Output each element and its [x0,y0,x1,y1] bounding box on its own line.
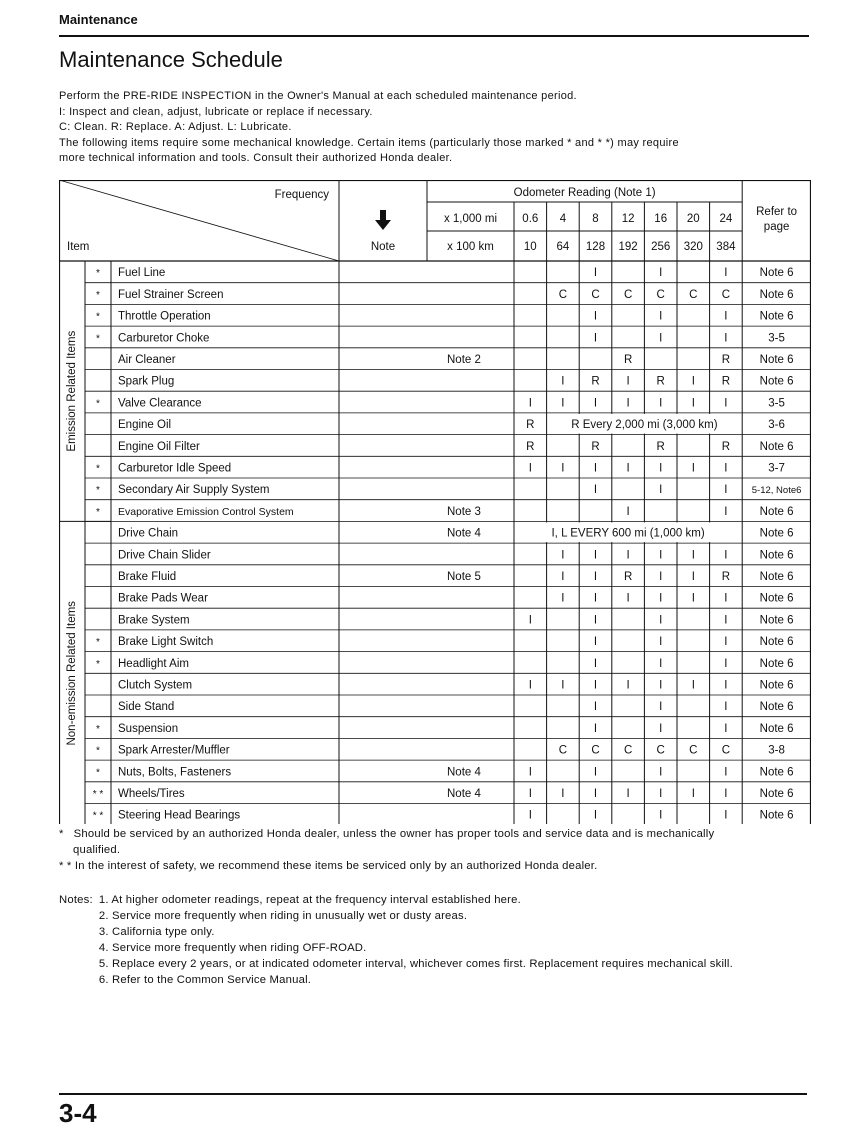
row-item-label: Nuts, Bolts, Fasteners [118,766,232,779]
row-note: Note 4 [447,766,481,779]
row-span-text: I, L EVERY 600 mi (1,000 km) [551,527,705,540]
row-cell-value: I [593,766,598,779]
row-item-label: Throttle Operation [118,310,211,323]
row-cell-value: I [593,809,598,822]
down-arrow-icon [375,210,391,230]
row-cell-value: I [593,484,598,497]
note-item: 1. At higher odometer readings, repeat at the frequency interval established here. [98,894,521,906]
row-cell-value: C [558,288,568,301]
row-cell-value: I [724,267,728,280]
row-cell-value: I [593,679,598,692]
row-note: Note 2 [447,353,481,366]
row-span-text: R Every 2,000 mi (3,000 km) [571,419,718,432]
row-cell-value: C [623,744,633,757]
row-item-label: Fuel Strainer Screen [118,288,224,301]
interval-mi-label: 4 [559,213,567,225]
row-cell-value: I [626,679,630,692]
row-refer-page: Note 6 [759,375,794,388]
row-mark: * [96,463,100,475]
row-cell-value: I [528,679,532,692]
row-mark: * [96,723,100,735]
interval-mi-label: 12 [621,213,635,225]
row-cell-value: C [623,288,633,301]
row-item-label: Carburetor Idle Speed [118,462,232,475]
row-cell-value: C [689,744,698,757]
row-cell-value: C [721,288,731,301]
intro-line: I: Inspect and clean, adjust, lubricate or replace if necessary. [59,105,373,118]
row-refer-page: Note 6 [759,614,794,627]
row-cell-value: C [689,288,698,301]
interval-km-label: 10 [523,241,537,253]
footnote-double-text: In the interest of safety, we recommend these items be serviced only by an authorized Honda dealer. [74,860,598,872]
odometer-label: Odometer Reading (Note 1) [513,187,656,199]
row-cell-value: I [561,397,565,410]
row-cell-value: I [561,549,565,562]
row-refer-page: Note 6 [759,353,794,366]
row-cell-value: I [659,787,663,800]
row-cell-value: I [528,787,532,800]
interval-km-label: 64 [556,241,570,253]
row-cell-value: I [724,505,728,518]
row-cell-value: I [593,722,598,735]
row-cell-value: I [659,766,663,779]
row-refer-page: 3-5 [768,332,785,345]
row-cell-value: I [724,766,728,779]
row-cell-value: I [659,614,663,627]
row-cell-value: C [591,744,600,757]
row-cell-value: I [659,267,663,280]
row-cell-value: I [593,614,598,627]
interval-km-label: 192 [618,241,638,253]
row-cell-value: I [724,657,728,670]
row-cell-value: I [593,701,598,714]
row-cell-value: I [626,787,630,800]
row-cell-value: C [721,744,731,757]
row-cell-value: I [724,310,728,323]
row-cell-value: I [724,701,728,714]
interval-km-label: 384 [716,241,736,253]
row-item-label: Engine Oil [118,419,172,432]
row-cell-value: I [593,657,598,670]
row-mark: * [96,289,100,301]
row-mark: * [96,268,100,280]
refer-label: page [763,221,790,233]
row-refer-page: Note 6 [759,549,794,562]
row-refer-page: Note 6 [759,310,794,323]
frequency-label: Frequency [274,189,329,201]
row-item-label: Carburetor Choke [118,332,210,345]
row-refer-page: Note 6 [759,288,794,301]
row-cell-value: C [558,744,568,757]
page-title: Maintenance Schedule [59,47,283,72]
row-cell-value: C [656,744,665,757]
row-cell-value: I [691,549,695,562]
row-item-label: Air Cleaner [118,353,176,366]
row-cell-value: I [724,636,728,649]
row-cell-value: I [724,679,728,692]
row-cell-value: R [721,440,731,453]
row-refer-page: Note 6 [759,267,794,280]
row-mark: * [96,658,100,670]
row-item-label: Valve Clearance [118,397,202,410]
row-cell-value: I [528,614,532,627]
row-cell-value: I [659,332,663,345]
row-cell-value: I [691,787,695,800]
row-cell-value: R [623,353,633,366]
row-cell-value: I [724,462,728,475]
refer-label: Refer to [756,206,798,218]
intro-line: Perform the PRE-RIDE INSPECTION in the Owner's Manual at each scheduled maintenance period. [59,90,577,102]
row-cell-value: I [724,592,728,605]
notes-label: Notes: [59,894,93,906]
row-refer-page: Note 6 [759,636,794,649]
row-cell-value: I [593,310,598,323]
row-refer-page: Note 6 [759,766,794,779]
row-refer-page: Note 6 [759,787,794,800]
intro-line: The following items require some mechanical knowledge. Certain items (particularly those marked * and * *) may require [59,136,679,149]
group-label-non-emission: Non-emission Related Items [66,601,79,746]
row-cell-value: I [724,787,728,800]
row-note: Note 3 [447,505,481,518]
row-cell-value: I [593,332,598,345]
row-item-label: Brake Pads Wear [118,592,208,605]
row-cell-value: I [691,570,695,583]
notes-block [59,892,733,988]
row-item-label: Brake Fluid [118,570,177,583]
row-cell-value: R [721,353,731,366]
row-item-label: Clutch System [118,679,193,692]
row-cell-value: I [528,397,532,410]
footnotes [59,826,819,874]
row-refer-page: Note 6 [759,722,794,735]
interval-km-label: 256 [651,241,671,253]
row-item-label: Brake System [118,614,190,627]
maintenance-schedule-table [59,180,811,824]
row-cell-value: I [691,397,695,410]
row-item-label: Drive Chain Slider [118,549,211,562]
row-mark: * [96,333,100,345]
row-cell-value: I [561,679,565,692]
row-item-label: Wheels/Tires [118,787,185,800]
row-item-label: Headlight Aim [118,657,189,670]
footnote-single-text: Should be serviced by an authorized Honda dealer, unless the owner has proper tools and service data and is mechanically [73,828,715,840]
row-cell-value: I [724,614,728,627]
row-cell-value: R [721,570,731,583]
row-cell-value: I [626,462,630,475]
bottom-rule [59,1093,807,1095]
row-item-label: Spark Arrester/Muffler [118,744,230,757]
row-note: Note 4 [447,527,481,540]
row-cell-value: I [724,397,728,410]
row-item-label: Engine Oil Filter [118,440,200,453]
row-cell-value: I [724,484,728,497]
row-cell-value: I [561,570,565,583]
row-cell-value: I [691,375,695,388]
row-cell-value: I [593,592,598,605]
row-cell-value: I [724,332,728,345]
top-rule [59,35,809,37]
row-cell-value: I [724,549,728,562]
row-cell-value: R [526,440,535,453]
row-cell-value: I [659,592,663,605]
section-label: Maintenance [59,12,138,27]
row-refer-page: 3-5 [768,397,785,410]
row-cell-value: I [593,397,598,410]
row-refer-page: Note 6 [759,527,794,540]
interval-mi-label: 16 [654,213,668,225]
row-note: Note 4 [447,787,481,800]
row-cell-value: R [623,570,633,583]
row-cell-value: I [659,310,663,323]
row-cell-value: I [593,267,598,280]
row-cell-value: I [528,766,532,779]
note-label: Note [370,241,396,253]
page-number: 3-4 [59,1098,97,1128]
row-item-label: Side Stand [118,701,175,714]
footnote-mark-single: * [59,828,64,840]
row-cell-value: I [724,722,728,735]
row-cell-value: I [659,679,663,692]
note-item: 3. California type only. [98,926,215,938]
intro-line: more technical information and tools. Consult their authorized Honda dealer. [59,152,453,165]
row-cell-value: I [626,397,630,410]
row-cell-value: I [593,462,598,475]
row-cell-value: I [659,570,663,583]
row-cell-value: I [593,570,598,583]
row-cell-value: I [561,375,565,388]
row-refer-page: 3-8 [768,744,785,757]
row-cell-value: I [659,462,663,475]
note-item: 2. Service more frequently when riding in unusually wet or dusty areas. [98,910,468,922]
row-cell-value: R [591,375,600,388]
row-cell-value: I [593,549,598,562]
row-cell-value: I [626,375,630,388]
group-label-emission: Emission Related Items [66,330,79,452]
row-cell-value: I [561,787,565,800]
row-cell-value: I [659,701,663,714]
row-cell-value: R [721,375,731,388]
row-refer-page: Note 6 [759,679,794,692]
row-mark: * [96,485,100,497]
interval-km-label: 128 [585,241,606,253]
row-refer-page: 3-7 [768,462,785,475]
row-note: Note 5 [447,570,481,583]
mi-unit-label: x 1,000 mi [443,213,498,225]
footnote-mark-double: * * [59,860,72,872]
note-item: 6. Refer to the Common Service Manual. [98,974,312,986]
row-cell-value: I [724,809,728,822]
row-mark: * * [92,788,104,800]
row-refer-page: 3-6 [768,419,785,432]
interval-mi-label: 24 [719,213,733,225]
row-refer-page: Note 6 [759,570,794,583]
row-item-label: Steering Head Bearings [118,809,241,822]
row-cell-value: I [659,809,663,822]
row-item-label: Secondary Air Supply System [118,484,270,497]
row-cell-value: R [656,375,665,388]
interval-mi-label: 0.6 [522,213,539,225]
row-cell-value: I [659,722,663,735]
row-mark: * [96,745,100,757]
row-refer-page: 5-12, Note6 [751,485,802,497]
intro-line: C: Clean. R: Replace. A: Adjust. L: Lubricate. [59,121,292,134]
row-cell-value: I [691,592,695,605]
note-item: 4. Service more frequently when riding OFF-ROAD. [98,942,367,954]
row-cell-value: I [561,592,565,605]
interval-km-label: 320 [683,241,703,253]
row-mark: * [96,311,100,323]
row-refer-page: Note 6 [759,701,794,714]
row-cell-value: I [659,549,663,562]
row-cell-value: R [591,440,600,453]
row-cell-value: I [528,462,532,475]
row-cell-value: I [528,809,532,822]
row-mark: * [96,637,100,649]
row-mark: * [96,398,100,410]
row-cell-value: C [591,288,600,301]
row-refer-page: Note 6 [759,809,794,822]
row-item-label: Drive Chain [118,527,179,540]
row-item-label: Spark Plug [118,375,175,388]
row-cell-value: I [593,636,598,649]
row-cell-value: I [626,505,630,518]
km-unit-label: x 100 km [447,241,494,253]
row-cell-value: I [659,657,663,670]
row-refer-page: Note 6 [759,657,794,670]
row-item-label: Suspension [118,722,179,735]
row-cell-value: I [659,484,663,497]
row-mark: * [96,506,100,518]
row-cell-value: I [659,397,663,410]
row-mark: * * [92,810,104,822]
intro-text [59,89,819,167]
row-cell-value: I [691,679,695,692]
row-cell-value: C [656,288,665,301]
row-refer-page: Note 6 [759,505,794,518]
row-item-label: Fuel Line [118,267,166,280]
footnote-single-cont: qualified. [73,844,121,856]
row-cell-value: R [656,440,665,453]
note-item: 5. Replace every 2 years, or at indicated odometer interval, whichever comes first. Replacement requires mechanical skill. [98,958,733,970]
interval-mi-label: 8 [592,213,599,225]
interval-mi-label: 20 [686,213,700,225]
row-refer-page: Note 6 [759,592,794,605]
row-cell-value: I [691,462,695,475]
row-cell-value: I [659,636,663,649]
row-item-label: Brake Light Switch [118,636,214,649]
row-cell-value: I [626,592,630,605]
item-label: Item [67,241,90,253]
row-item-label: Evaporative Emission Control System [118,505,294,518]
row-mark: * [96,767,100,779]
row-cell-value: I [561,462,565,475]
row-cell-value: R [526,419,535,432]
row-refer-page: Note 6 [759,440,794,453]
row-cell-value: I [626,549,630,562]
row-cell-value: I [593,787,598,800]
